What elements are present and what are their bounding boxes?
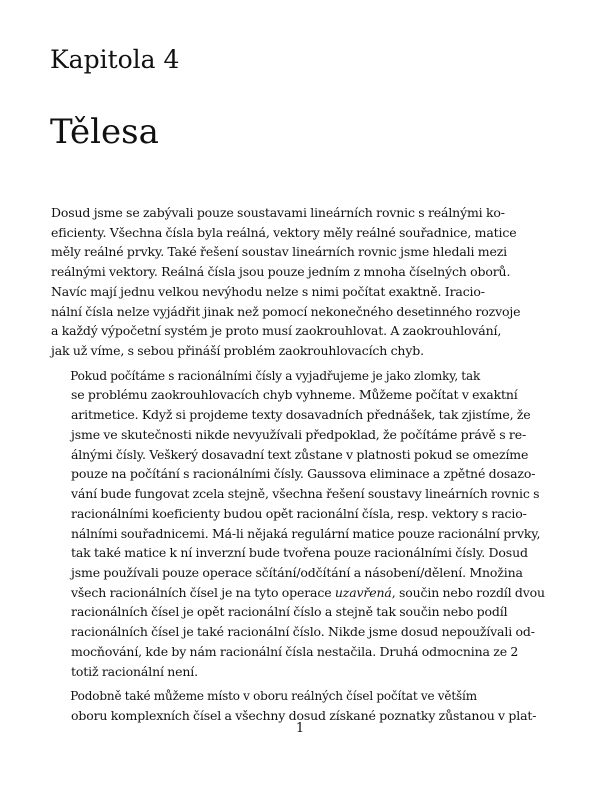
text-line: a každý výpočetní systém je proto musí zaokrouhlovat. A zaokrouhlování, <box>51 323 502 339</box>
text-line: reálnými vektory. Reálná čísla jsou pouze jedním z mnoha číselných oborů. <box>51 264 511 280</box>
text-line: vání bude fungovat zcela stejně, všechna řešení soustavy lineárních rovnic s <box>71 486 540 502</box>
text-line: nálními souřadnicemi. Má-li nějaká regulární matice pouze racionální prvky, <box>71 525 541 541</box>
text-line: se problému zaokrouhlovacích chyb vyhneme. Můžeme počítat v exaktní <box>71 387 518 403</box>
text-line: mocňování, kde by nám racionální čísla nestačila. Druhá odmocnina ze 2 <box>71 643 519 659</box>
text-line: jsme ve skutečnosti nikde nevyužívali předpoklad, že počítáme právě s re- <box>71 426 527 442</box>
body-text <box>51 203 549 726</box>
chapter-title: Tělesa <box>50 112 159 152</box>
text-line: oboru komplexních čísel a všechny dosud získané poznatky zůstanou v plat- <box>71 707 537 723</box>
text-line: jsme používali pouze operace sčítání/odčítání a násobení/dělení. Množina <box>71 564 523 580</box>
text-line: Podobně také můžeme místo v oboru reálných čísel počítat ve větším <box>70 688 477 704</box>
text-line: álnými čísly. Veškerý dosavadní text zůstane v platnosti pokud se omezíme <box>71 446 529 462</box>
page-number: 1 <box>295 721 305 736</box>
text-line: aritmetice. Když si projdeme texty dosavadních přednášek, tak zjistíme, že <box>71 407 531 423</box>
text-line: racionálními koeficienty budou opět racionální čísla, resp. vektory s racio- <box>71 505 527 521</box>
text-line: tak také matice k ní inverzní bude tvořena pouze racionálními čísly. Dosud <box>71 545 528 561</box>
emphasized-term: uzavřená <box>334 584 392 600</box>
text-line: všech racionálních čísel je na tyto operace uzavřená, součin nebo rozdíl dvou <box>71 584 545 600</box>
text-line: Pokud počítáme s racionálními čísly a vyjadřujeme je jako zlomky, tak <box>70 367 481 383</box>
text-line: nální čísla nelze vyjádřit jinak než pomocí nekonečného desetinného rozvoje <box>51 303 521 319</box>
text-line: měly reálné prvky. Také řešení soustav lineárních rovnic jsme hledali mezi <box>51 244 508 260</box>
chapter-label: Kapitola 4 <box>50 45 180 74</box>
text-line: eficienty. Všechna čísla byla reálná, vektory měly reálné souřadnice, matice <box>51 224 517 240</box>
paragraph <box>51 203 549 361</box>
text-line: pouze na počítání s racionálními čísly. Gaussova eliminace a zpětné dosazo- <box>71 466 536 482</box>
text-line: jak už víme, s sebou přináší problém zaokrouhlovacích chyb. <box>51 343 424 359</box>
text-line: totiž racionální není. <box>71 663 198 679</box>
text-line: Dosud jsme se zabývali pouze soustavami lineárních rovnic s reálnými ko- <box>51 205 505 220</box>
text-line: racionálních čísel je opět racionální číslo a stejně tak součin nebo podíl <box>71 604 508 620</box>
paragraph <box>51 366 549 682</box>
text-line: racionálních čísel je také racionální číslo. Nikde jsme dosud nepoužívali od- <box>71 624 535 640</box>
text-line: Navíc mají jednu velkou nevýhodu nelze s nimi počítat exaktně. Iracio- <box>51 283 485 299</box>
